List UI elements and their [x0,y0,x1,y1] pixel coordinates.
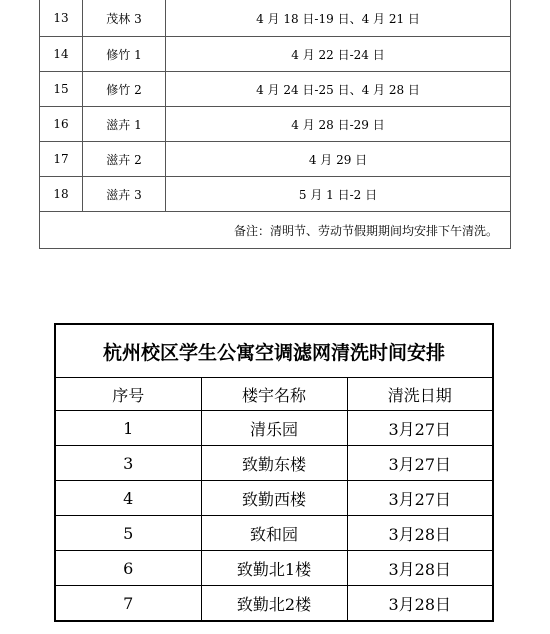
building-name: 致勤北1楼 [201,551,347,586]
building-name: 修竹 1 [83,37,166,72]
table-row [40,177,511,212]
cleaning-date: 3月27日 [347,446,493,481]
column-header-date: 清洗日期 [347,378,493,411]
row-number: 7 [55,586,201,622]
cleaning-date: 3月28日 [347,516,493,551]
table-row [55,481,493,516]
building-name: 滋卉 2 [83,142,166,177]
row-number: 17 [40,142,83,177]
cleaning-date: 3月28日 [347,586,493,622]
building-name: 致勤西楼 [201,481,347,516]
table-note: 备注：清明节、劳动节假期期间均安排下午清洗。 [40,212,511,249]
note-row [40,212,511,249]
cleaning-dates: 4 月 24 日-25 日、4 月 28 日 [166,72,511,107]
building-name: 茂林 3 [83,0,166,37]
table-row [55,446,493,481]
table-row [40,107,511,142]
column-header-building: 楼宇名称 [201,378,347,411]
cleaning-date: 3月27日 [347,411,493,446]
table-row [55,586,493,622]
row-number: 4 [55,481,201,516]
row-number: 6 [55,551,201,586]
table-row [40,0,511,37]
building-name: 致勤东楼 [201,446,347,481]
cleaning-date: 3月28日 [347,551,493,586]
row-number: 1 [55,411,201,446]
cleaning-dates: 4 月 28 日-29 日 [166,107,511,142]
cleaning-dates: 4 月 18 日-19 日、4 月 21 日 [166,0,511,37]
row-number: 5 [55,516,201,551]
row-number: 3 [55,446,201,481]
table-row [55,411,493,446]
table-row [40,72,511,107]
building-name: 修竹 2 [83,72,166,107]
row-number: 15 [40,72,83,107]
table-title: 杭州校区学生公寓空调滤网清洗时间安排 [55,324,493,378]
building-name: 滋卉 3 [83,177,166,212]
column-header-number: 序号 [55,378,201,411]
row-number: 18 [40,177,83,212]
table-row [55,516,493,551]
hangzhou-campus-cleaning-table [54,323,494,622]
row-number: 14 [40,37,83,72]
building-name: 致和园 [201,516,347,551]
building-name: 清乐园 [201,411,347,446]
building-name: 滋卉 1 [83,107,166,142]
table-row [40,37,511,72]
header-row [55,378,493,411]
table-row [40,142,511,177]
cleaning-date: 3月27日 [347,481,493,516]
cleaning-schedule-table-continued [39,0,511,249]
cleaning-dates: 5 月 1 日-2 日 [166,177,511,212]
cleaning-dates: 4 月 22 日-24 日 [166,37,511,72]
building-name: 致勤北2楼 [201,586,347,622]
cleaning-dates: 4 月 29 日 [166,142,511,177]
row-number: 16 [40,107,83,142]
table-row [55,551,493,586]
row-number: 13 [40,0,83,37]
